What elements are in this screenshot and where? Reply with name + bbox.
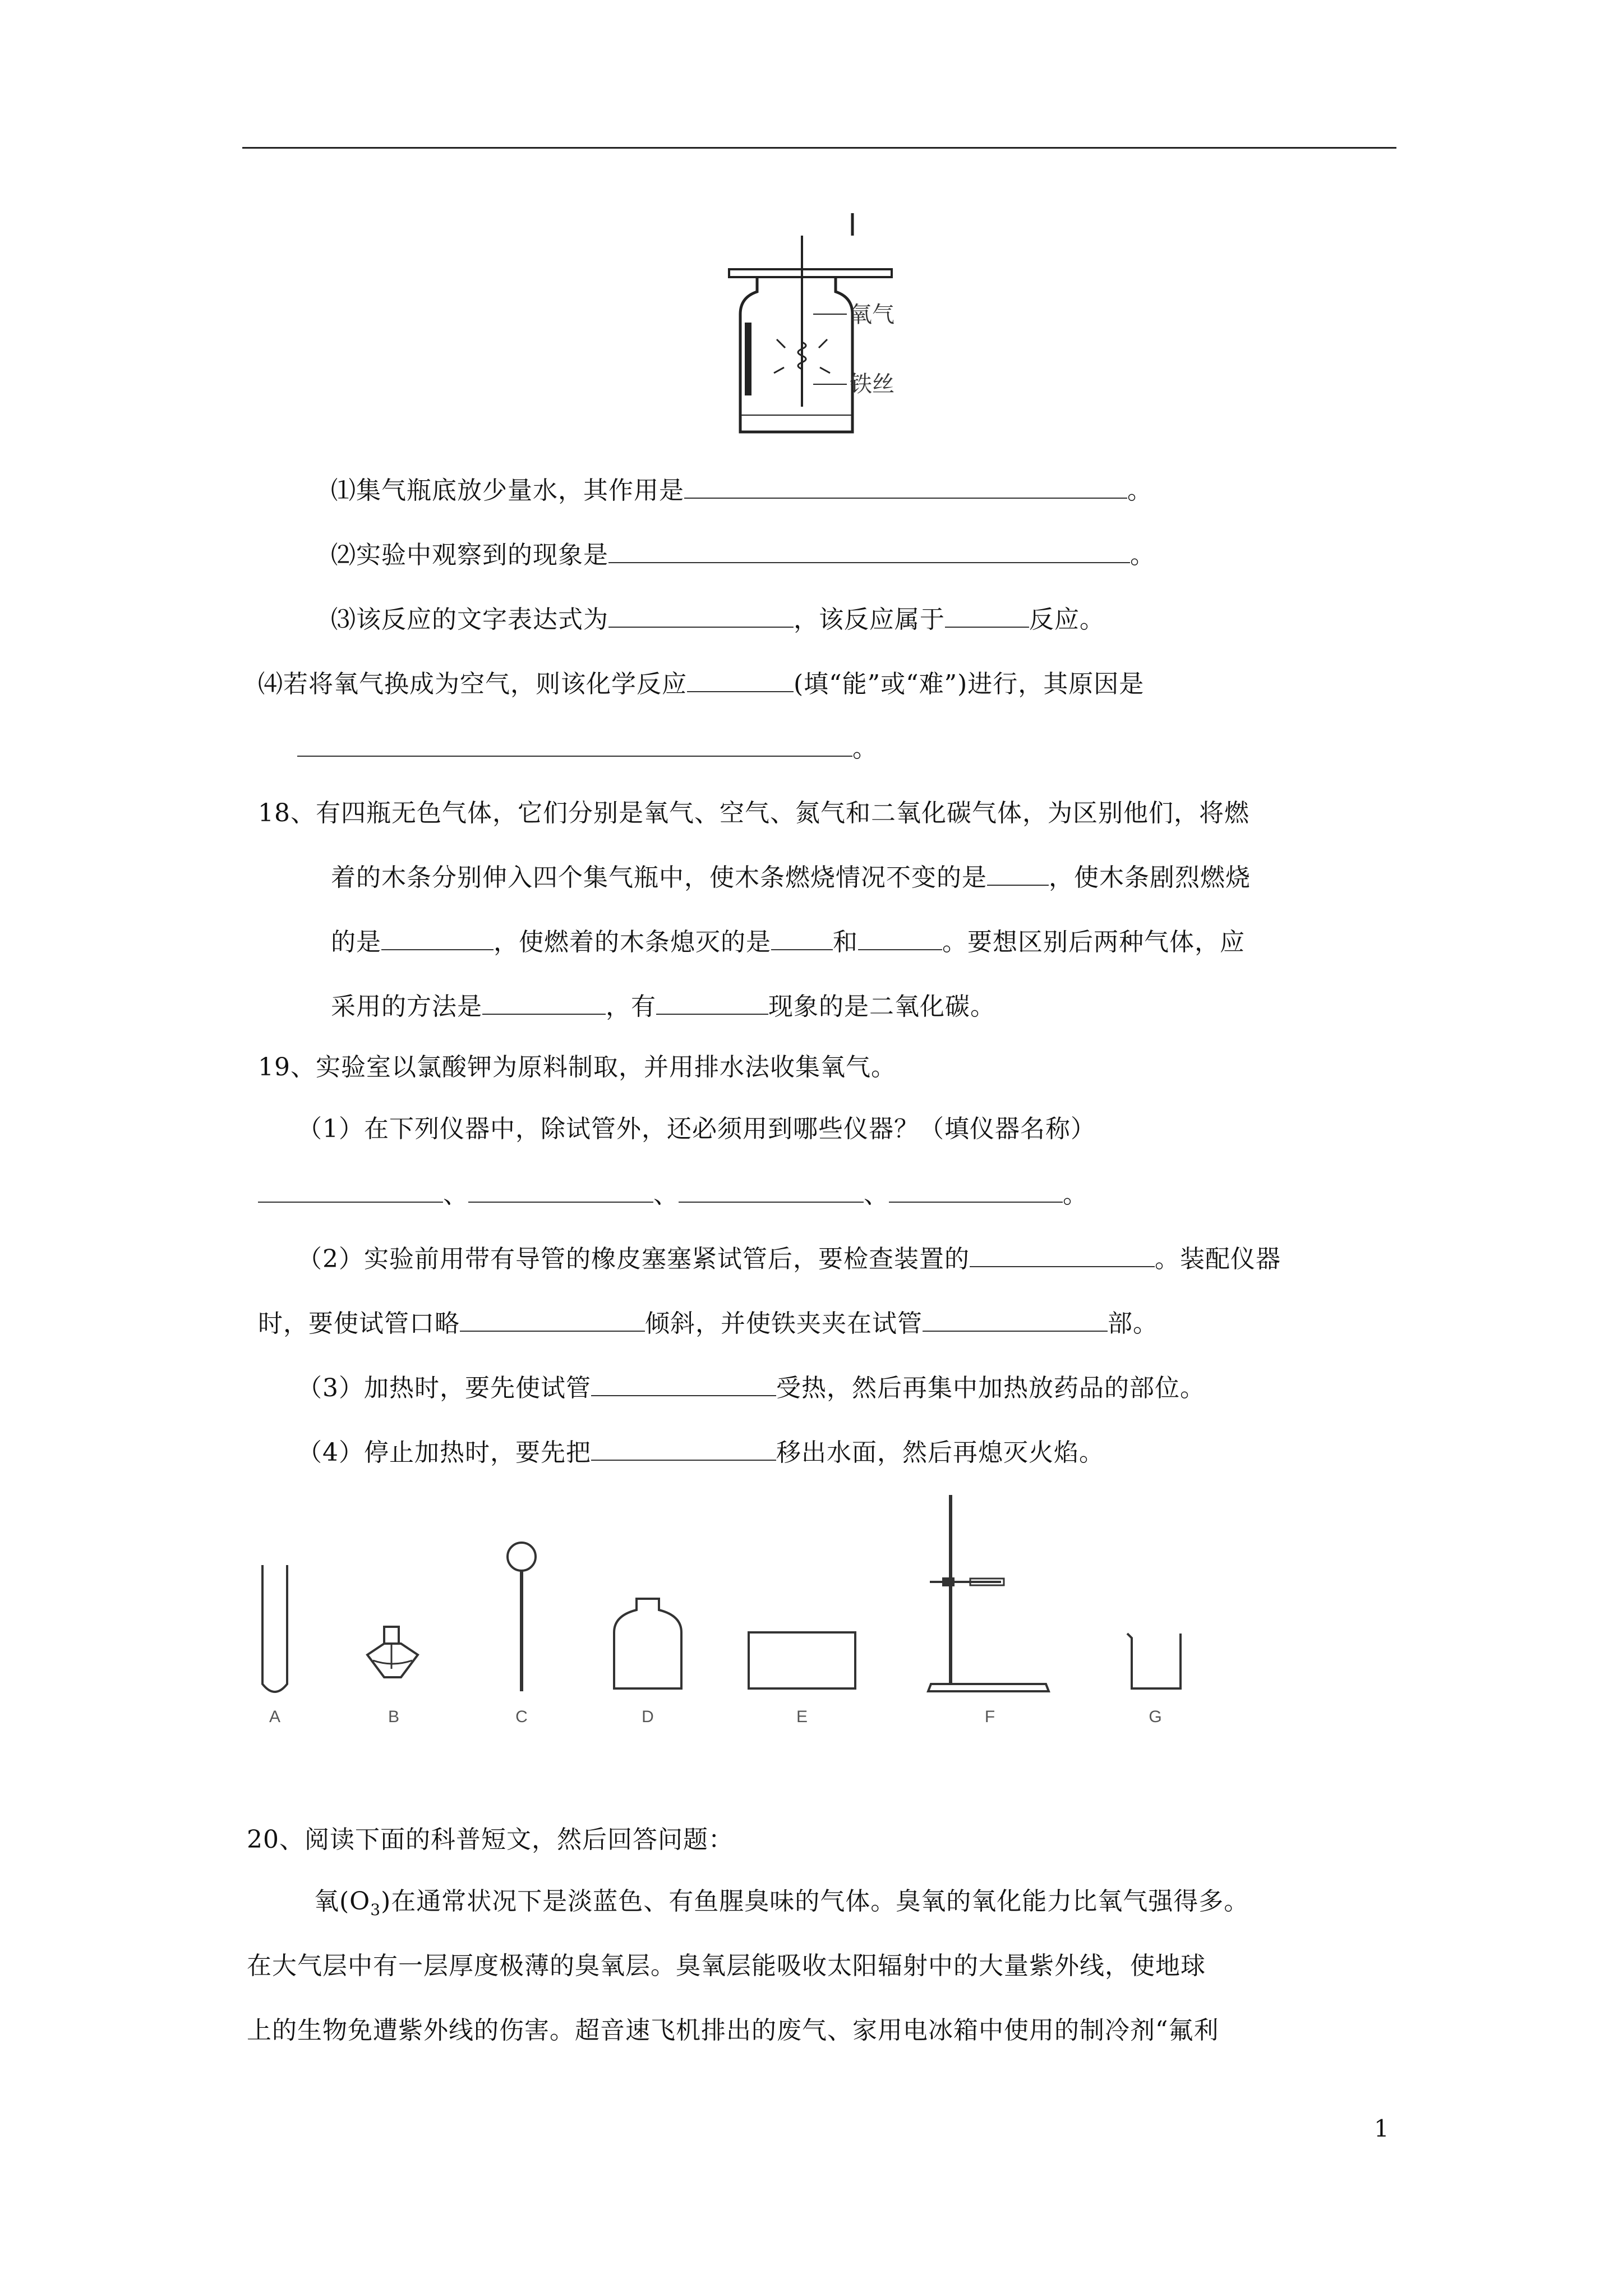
- q20-para1: 氧$(O_3)$在通常状况下是淡蓝色、有鱼腥臭味的气体。臭氧的氧化能力比氧气强得多。: [314, 1887, 1249, 1919]
- q17-part2: ⑵实验中观察到的现象是 。: [331, 541, 1155, 569]
- header-rule: [242, 147, 1396, 149]
- answer-blank[interactable]: [656, 991, 768, 1015]
- answer-blank[interactable]: [687, 669, 794, 692]
- combustion-spoon-icon: [508, 1543, 536, 1726]
- answer-blank[interactable]: [460, 1308, 645, 1332]
- test-tube-icon: [262, 1565, 287, 1726]
- q17-part4: ⑷若将氧气换成为空气，则该化学反应 (填“能”或“难”)进行，其原因是: [258, 670, 1145, 698]
- q17-part1: ⑴集气瓶底放少量水，其作用是 。: [331, 476, 1152, 505]
- svg-text:D: D: [642, 1708, 654, 1726]
- answer-blank[interactable]: [482, 991, 606, 1015]
- answer-blank[interactable]: [684, 475, 1127, 499]
- q18-line2: 着的木条分别伸入四个集气瓶中，使木条燃烧情况不变的是 ，使木条剧烈燃烧: [331, 863, 1251, 892]
- svg-text:E: E: [796, 1708, 808, 1726]
- iron-wire-label: 铁丝: [850, 372, 895, 397]
- svg-text:G: G: [1149, 1708, 1162, 1726]
- q19-sub1-blanks: 、 、 、 。: [258, 1178, 1088, 1212]
- iron-stand-icon: [928, 1495, 1049, 1726]
- svg-text:F: F: [984, 1708, 995, 1726]
- answer-blank[interactable]: [591, 1373, 776, 1396]
- answer-blank[interactable]: [889, 1179, 1063, 1203]
- instruments-figure: [247, 1487, 1211, 1739]
- answer-blank[interactable]: [297, 733, 852, 757]
- q19-sub2b: 时，要使试管口略 倾斜，并使铁夹夹在试管 部。: [258, 1309, 1158, 1338]
- answer-blank[interactable]: [608, 604, 794, 628]
- answer-blank[interactable]: [608, 540, 1130, 563]
- q19-sub1: （1）在下列仪器中，除试管外，还必须用到哪些仪器？（填仪器名称）: [297, 1115, 1096, 1143]
- q18-line1: 18、有四瓶无色气体，它们分别是氧气、空气、氮气和二氧化碳气体，为区别他们，将燃: [258, 799, 1249, 827]
- beaker-icon: [1127, 1634, 1181, 1726]
- svg-text:A: A: [269, 1708, 281, 1726]
- answer-blank[interactable]: [858, 927, 942, 950]
- answer-blank[interactable]: [970, 1244, 1155, 1267]
- q20-para3: 上的生物免遭紫外线的伤害。超音速飞机排出的废气、家用电冰箱中使用的制冷剂“氟利: [247, 2016, 1219, 2045]
- svg-text:C: C: [515, 1708, 528, 1726]
- q19-sub4: （4）停止加热时，要先把 移出水面，然后再熄灭火焰。: [297, 1438, 1104, 1467]
- q19-sub3: （3）加热时，要先使试管 受热，然后再集中加热放药品的部位。: [297, 1374, 1205, 1402]
- glass-plate-icon: [749, 1632, 855, 1726]
- q19-title: 19、实验室以氯酸钾为原料制取，并用排水法收集氧气。: [258, 1053, 896, 1082]
- q19-sub2: （2）实验前用带有导管的橡皮塞塞紧试管后，要检查装置的 。装配仪器: [297, 1245, 1281, 1273]
- q18-line3: 的是 ，使燃着的木条熄灭的是 和 。要想区别后两种气体，应: [331, 928, 1245, 956]
- q20-title: 20、阅读下面的科普短文，然后回答问题：: [247, 1825, 734, 1854]
- answer-blank[interactable]: [679, 1179, 864, 1203]
- page-number: 1: [1374, 2115, 1389, 2142]
- answer-blank[interactable]: [923, 1308, 1108, 1332]
- alcohol-lamp-icon: [367, 1627, 418, 1726]
- q18-line4: 采用的方法是 ，有 现象的是二氧化碳。: [331, 992, 995, 1021]
- q20-para2: 在大气层中有一层厚度极薄的臭氧层。臭氧层能吸收太阳辐射中的大量紫外线，使地球: [247, 1952, 1206, 1980]
- answer-blank[interactable]: [591, 1437, 776, 1461]
- answer-blank[interactable]: [771, 927, 833, 950]
- svg-text:B: B: [388, 1708, 400, 1726]
- answer-blank[interactable]: [258, 1179, 443, 1203]
- answer-blank[interactable]: [987, 862, 1049, 886]
- q17-part3: ⑶该反应的文字表达式为 ，该反应属于 反应。: [331, 605, 1105, 634]
- answer-blank[interactable]: [468, 1179, 653, 1203]
- iron-combustion-figure: [723, 213, 948, 449]
- answer-blank[interactable]: [381, 927, 494, 950]
- gas-bottle-icon: [614, 1599, 681, 1726]
- q17-part4-end: 。: [297, 732, 878, 766]
- oxygen-label: 氧气: [850, 302, 895, 327]
- answer-blank[interactable]: [945, 604, 1029, 628]
